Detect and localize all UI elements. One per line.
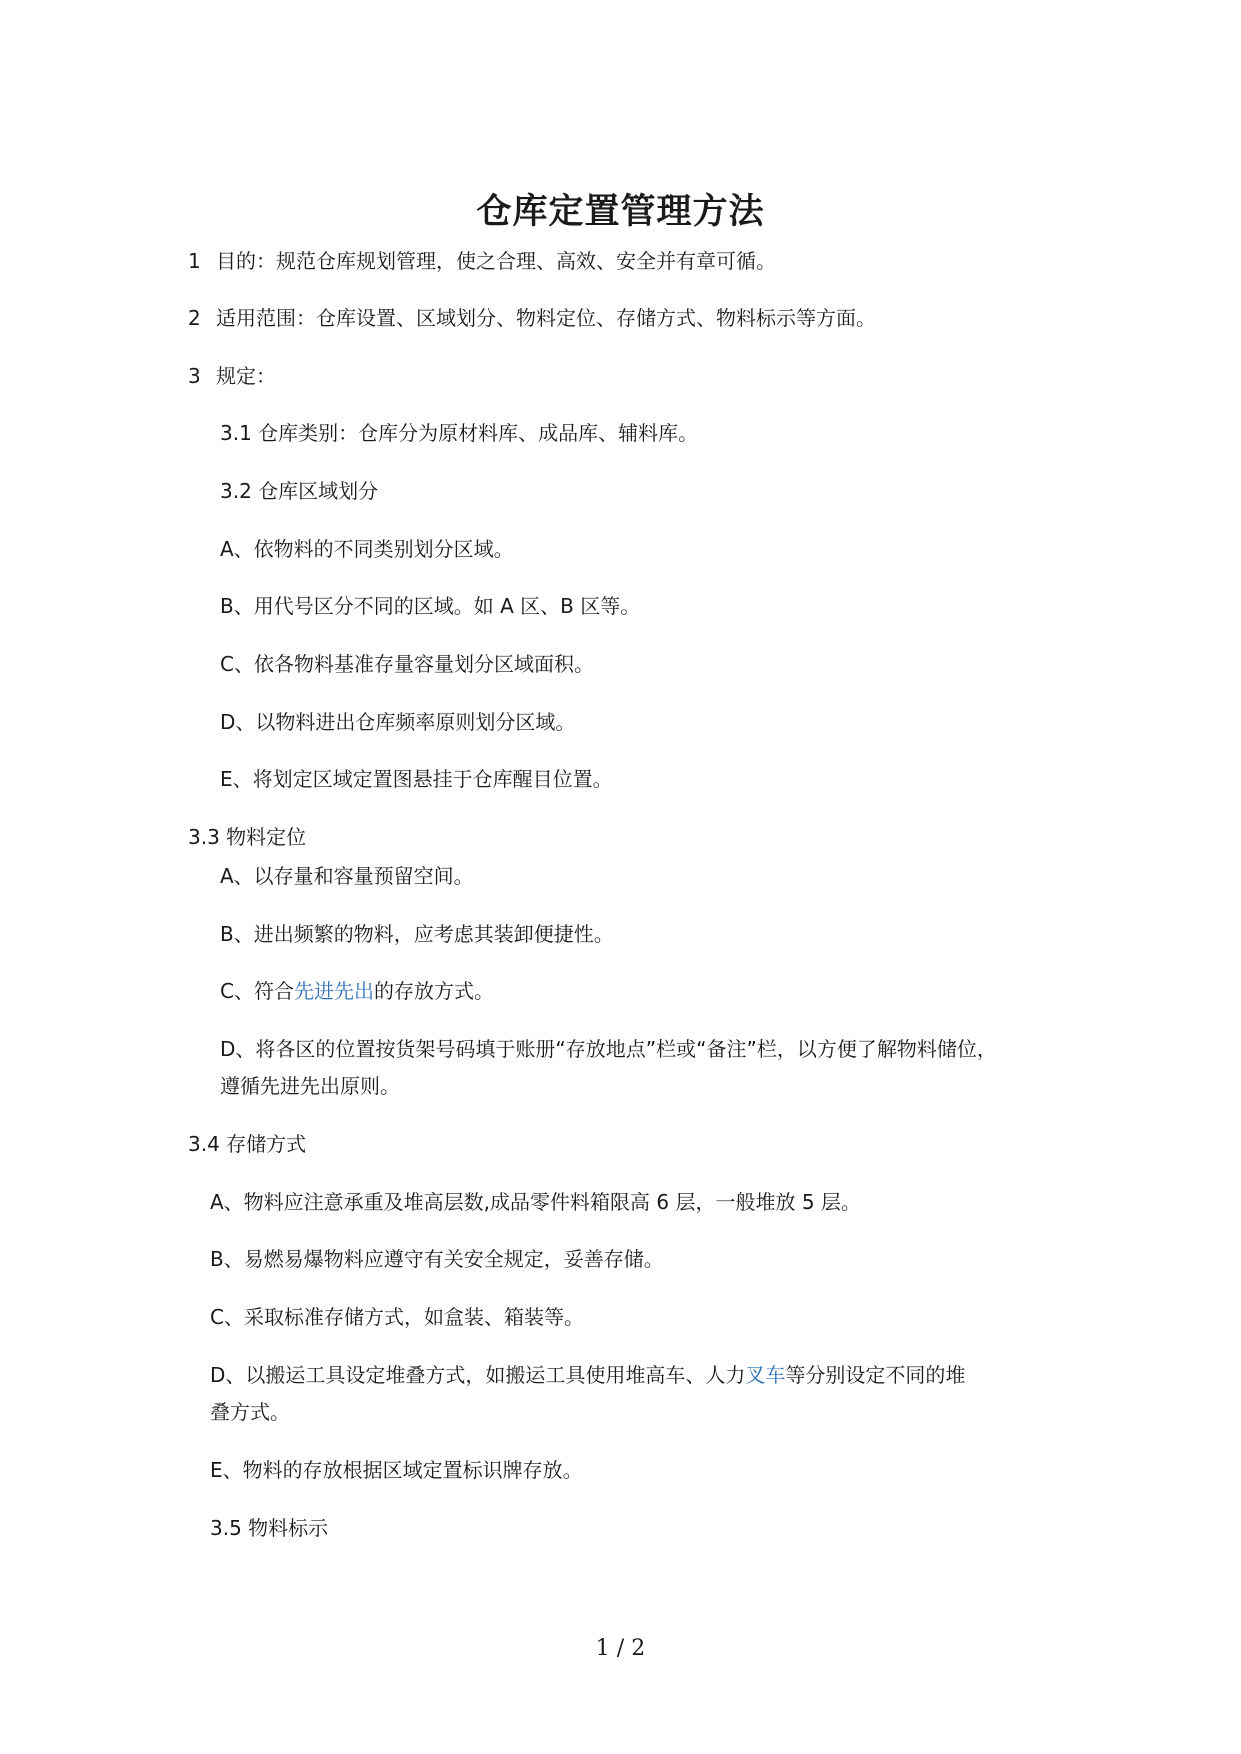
section-3-2-item-e: E、将划定区域定置图悬挂于仓库醒目位置。 xyxy=(220,767,613,791)
fifo-link[interactable]: 先进先出 xyxy=(293,979,374,1003)
section-3-4-item-c: C、采取标准存储方式，如盒装、箱装等。 xyxy=(210,1305,584,1329)
section-3-1: 3.1 仓库类别：仓库分为原材料库、成品库、辅料库。 xyxy=(220,421,699,445)
forklift-link[interactable]: 叉车 xyxy=(745,1363,786,1387)
section-3-5-heading: 3.5 物料标示 xyxy=(210,1516,329,1540)
section-3-number: 3 xyxy=(188,364,201,388)
section-3-4-item-a: A、物料应注意承重及堆高层数,成品零件料箱限高 6 层，一般堆放 5 层。 xyxy=(210,1190,861,1214)
section-3-3-item-d-line-1: D、将各区的位置按货架号码填于账册“存放地点”栏或“备注”栏，以方便了解物料储位， xyxy=(220,1037,997,1061)
section-2-text: 适用范围：仓库设置、区域划分、物料定位、存储方式、物料标示等方面。 xyxy=(216,306,876,330)
section-3-3-item-c xyxy=(220,973,494,1009)
page-number: 1 / 2 xyxy=(595,1636,646,1661)
section-3-2-item-b: B、用代号区分不同的区域。如 A 区、B 区等。 xyxy=(220,594,641,618)
section-3-4-item-d-line-1 xyxy=(210,1357,965,1393)
section-3-3-item-c-suffix: 的存放方式。 xyxy=(373,979,494,1003)
section-3 xyxy=(188,358,276,394)
section-3-2-item-a: A、依物料的不同类别划分区域。 xyxy=(220,537,514,561)
section-3-2-item-d: D、以物料进出仓库频率原则划分区域。 xyxy=(220,710,576,734)
section-3-4-heading: 3.4 存储方式 xyxy=(188,1132,307,1156)
section-2 xyxy=(188,300,876,336)
section-3-text: 规定： xyxy=(216,364,276,388)
section-1 xyxy=(188,243,776,279)
section-3-4-item-d-prefix: D、以搬运工具设定堆叠方式，如搬运工具使用堆高车、人力 xyxy=(210,1363,746,1387)
section-3-4-item-e: E、物料的存放根据区域定置标识牌存放。 xyxy=(210,1458,583,1482)
section-3-3-item-a: A、以存量和容量预留空间。 xyxy=(220,864,474,888)
section-3-3-heading: 3.3 物料定位 xyxy=(188,825,307,849)
section-3-3-item-b: B、进出频繁的物料，应考虑其装卸便捷性。 xyxy=(220,922,614,946)
section-1-text: 目的：规范仓库规划管理，使之合理、高效、安全并有章可循。 xyxy=(216,249,776,273)
section-3-2-item-c: C、依各物料基准存量容量划分区域面积。 xyxy=(220,652,594,676)
section-3-2-heading: 3.2 仓库区域划分 xyxy=(220,479,379,503)
section-1-number: 1 xyxy=(188,249,201,273)
section-3-3-item-c-prefix: C、符合 xyxy=(220,979,294,1003)
section-3-3-item-d-line-2: 遵循先进先出原则。 xyxy=(220,1074,400,1098)
section-3-4-item-b: B、易燃易爆物料应遵守有关安全规定，妥善存储。 xyxy=(210,1247,664,1271)
section-3-4-item-d-line-2: 叠方式。 xyxy=(210,1400,290,1424)
section-3-4-item-d-suffix: 等分别设定不同的堆 xyxy=(785,1363,966,1387)
section-2-number: 2 xyxy=(188,306,201,330)
document-title: 仓库定置管理方法 xyxy=(476,191,765,232)
